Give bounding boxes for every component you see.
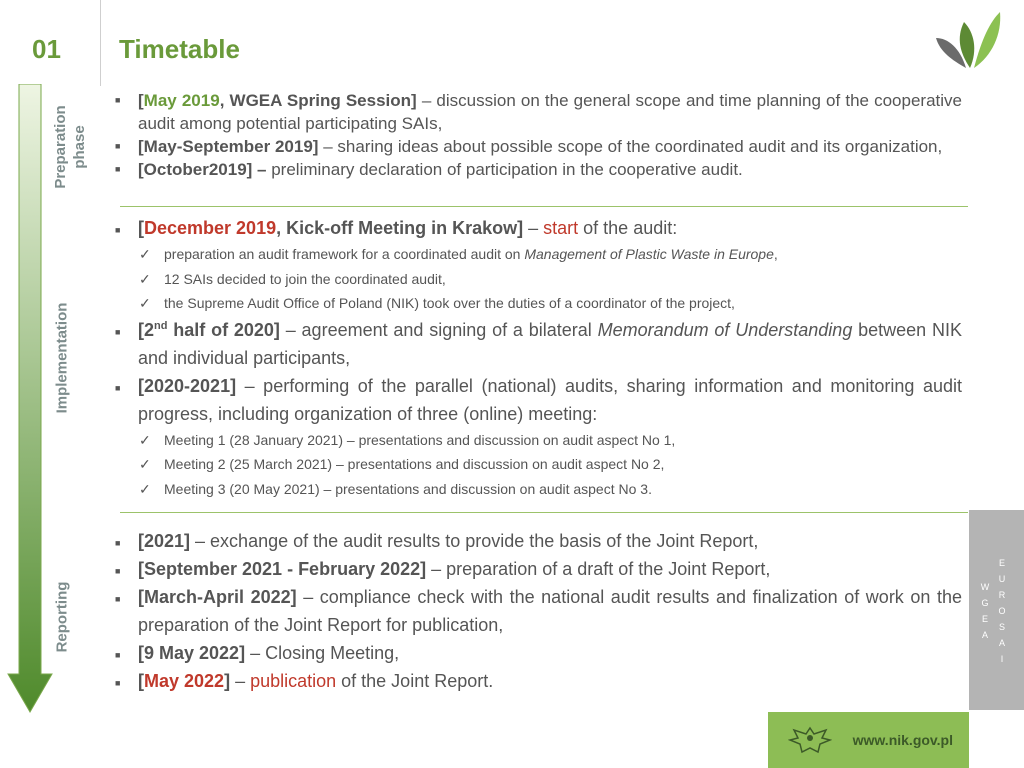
eurosai-letter: A [998, 638, 1005, 648]
phase-label-reporting: Reporting [53, 581, 71, 653]
preparation-list [112, 89, 962, 181]
checkmark-icon: ✓ [139, 295, 151, 311]
list-item: ■ [2021] – exchange of the audit results to provide the basis of the Joint Report, [112, 527, 962, 555]
eurosai-letter: O [998, 606, 1006, 616]
wgea-letter: E [981, 614, 988, 624]
bullet-icon: ■ [115, 538, 121, 548]
check-item: ✓ Meeting 3 (20 May 2021) – presentations and discussion on audit aspect No 3. [112, 477, 962, 502]
divider-preparation [120, 206, 968, 207]
bullet-icon: ■ [115, 95, 121, 105]
check-item: ✓ 12 SAIs decided to join the coordinated audit, [112, 267, 962, 292]
eurosai-letter: I [1000, 654, 1004, 664]
list-item: ■ [2nd half of 2020] – agreement and signing of a bilateral Memorandum of Understanding between NIK and individual participants, [115, 319, 963, 368]
eurosai-letter: U [998, 574, 1006, 584]
list-item: ■ [September 2021 - February 2022] – preparation of a draft of the Joint Report, [112, 555, 962, 583]
section-number: 01 [32, 34, 61, 64]
checkmark-icon: ✓ [139, 456, 151, 472]
check-item: ✓ Meeting 1 (28 January 2021) – presentations and discussion on audit aspect No 1, [112, 428, 962, 453]
eagle-emblem-icon [788, 722, 832, 758]
list-item: ■ [9 May 2022] – Closing Meeting, [112, 639, 962, 667]
list-item: ■ [March-April 2022] – compliance check with the national audit results and finalization of work on the preparation of the Joint Report for publication, [115, 587, 962, 635]
list-item: ■ [2020-2021] – performing of the parallel (national) audits, sharing information and monitoring audit progress, including organization of three (online) meeting: [115, 375, 962, 424]
list-item: ■ [May 2022] – publication of the Joint Report. [112, 667, 962, 695]
phase-label-implementation: Implementation [53, 302, 71, 414]
bullet-icon: ■ [115, 141, 121, 151]
header-divider [100, 0, 101, 86]
bullet-icon: ■ [115, 382, 121, 393]
checkmark-icon: ✓ [139, 480, 151, 497]
check-item: ✓ Meeting 2 (25 March 2021) – presentations and discussion on audit aspect No 2, [112, 452, 962, 477]
checkmark-icon: ✓ [139, 431, 151, 448]
divider-implementation [120, 512, 968, 513]
footer-bar [768, 712, 969, 768]
list-item: ■ [October2019] – preliminary declaration of participation in the cooperative audit. [115, 160, 743, 179]
eurosai-letter: R [998, 590, 1006, 600]
eurosai-letter: S [998, 622, 1005, 632]
bullet-icon: ■ [115, 566, 121, 576]
page-title: Timetable [119, 34, 240, 64]
bullet-icon: ■ [115, 164, 121, 174]
wgea-letter: W [980, 582, 990, 592]
phase-preparation-line1: Preparation [52, 105, 69, 189]
checkmark-icon: ✓ [139, 270, 151, 287]
list-item: ■ [December 2019, Kick-off Meeting in Krakow] – start of the audit: [112, 214, 962, 242]
bullet-icon: ■ [115, 326, 121, 337]
list-item: ■ [May 2019, WGEA Spring Session] – discussion on the general scope and time planning of the cooperative audit among potential participating SAIs, [115, 91, 962, 133]
leaf-logo-icon [930, 8, 1004, 72]
timeline-arrow-icon [6, 84, 54, 714]
phase-label-preparation [51, 105, 89, 188]
implementation-list [112, 214, 962, 501]
check-item: ✓ the Supreme Audit Office of Poland (NIK) took over the duties of a coordinator of the project, [112, 291, 962, 316]
phase-preparation-line2: phase [71, 125, 88, 169]
check-item: ✓ preparation an audit framework for a coordinated audit on Management of Plastic Waste in Europe, [112, 242, 962, 267]
bullet-icon: ■ [115, 225, 121, 235]
list-item: ■ [May-September 2019] – sharing ideas about possible scope of the coordinated audit and its organization, [115, 137, 943, 156]
reporting-list [112, 527, 962, 695]
wgea-letter: G [981, 598, 989, 608]
eurosai-letter: E [998, 558, 1005, 568]
checkmark-icon: ✓ [139, 246, 151, 262]
bullet-icon: ■ [115, 594, 121, 604]
bullet-icon: ■ [115, 650, 121, 660]
bullet-icon: ■ [115, 678, 121, 688]
wgea-eurosai-panel [969, 510, 1024, 710]
wgea-letter: A [981, 630, 988, 640]
website-link[interactable]: www.nik.gov.pl [852, 732, 953, 748]
